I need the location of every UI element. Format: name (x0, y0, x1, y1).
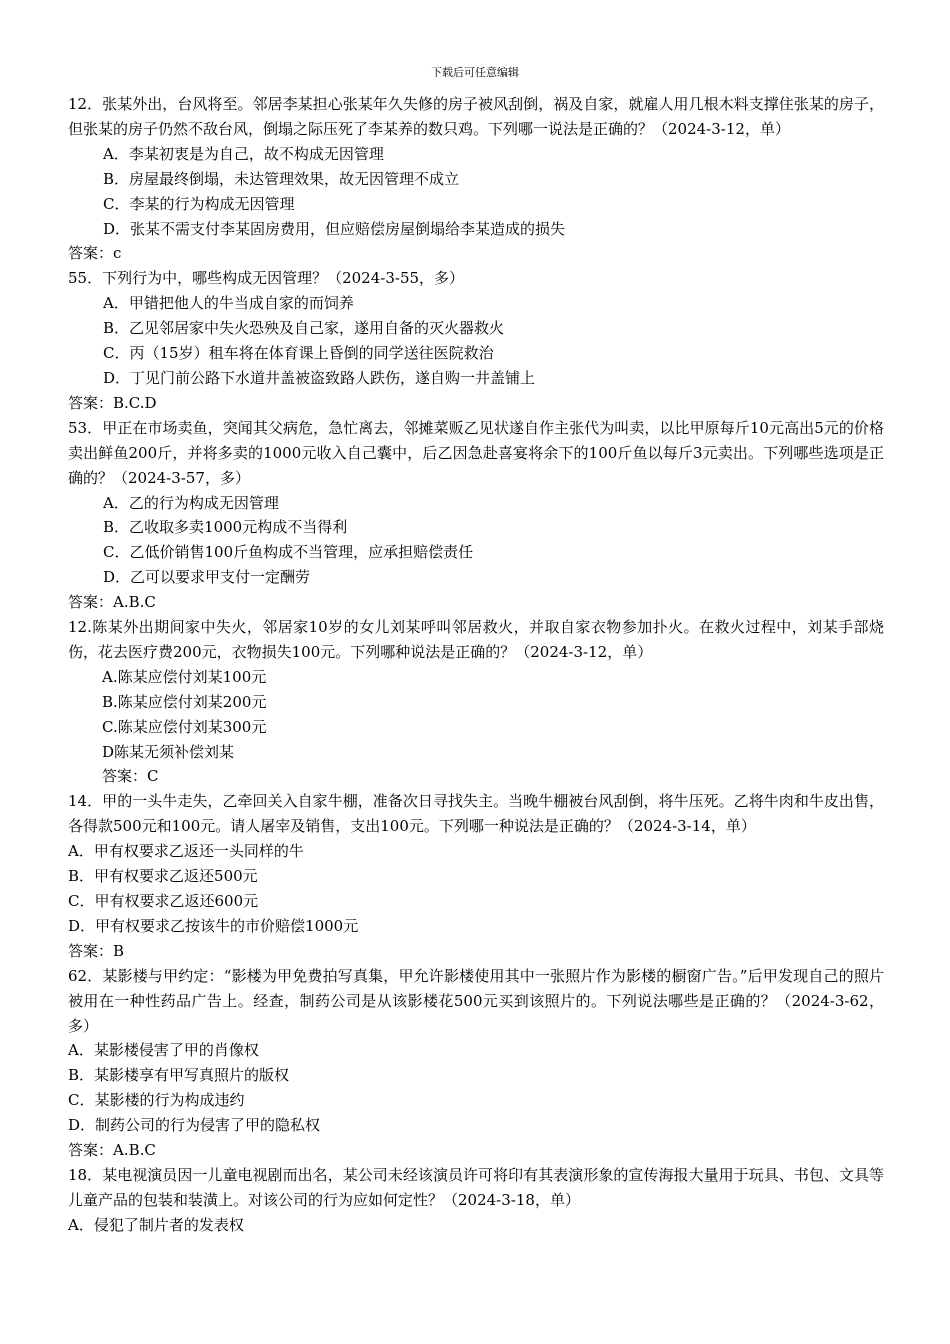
option-line: B．某影楼享有甲写真照片的版权 (68, 1066, 290, 1085)
option-line: D．丁见门前公路下水道井盖被盗致路人跌伤，遂自购一井盖铺上 (103, 368, 536, 387)
option-line: B．乙收取多卖1000元构成不当得利 (103, 518, 348, 537)
option-line: A.陈某应偿付刘某100元 (102, 667, 267, 686)
question-text: 12.陈某外出期间家中失火，邻居家10岁的女儿刘某呼叫邻居救火，并取自家衣物参加扑火。在救火过程中，刘某手部烧伤，花去医疗费200元，衣物损失100元。下列哪种说法是正确的？（2024-3-12，单） (68, 618, 884, 661)
option-line: A．侵犯了制片者的发表权 (68, 1215, 244, 1234)
option-line: B.陈某应偿付刘某200元 (102, 692, 267, 711)
option-line: A．乙的行为构成无因管理 (103, 493, 279, 512)
answer-line: 答案：B (68, 941, 125, 960)
question-text: 55．下列行为中，哪些构成无因管理？（2024-3-55，多） (68, 269, 465, 288)
option-line: D．甲有权要求乙按该牛的市价赔偿1000元 (68, 916, 359, 935)
option-line: A．李某初衷是为自己，故不构成无因管理 (103, 144, 384, 163)
answer-line: 答案：A.B.C (68, 593, 156, 612)
option-line: D．乙可以要求甲支付一定酬劳 (103, 568, 311, 587)
option-line: C．甲有权要求乙返还600元 (68, 892, 259, 910)
option-line: C．乙低价销售100斤鱼构成不当管理，应承担赔偿责任 (103, 543, 474, 562)
option-line: C.陈某应偿付刘某300元 (102, 717, 267, 736)
option-line: B．房屋最终倒塌，未达管理效果，故无因管理不成立 (103, 169, 460, 188)
option-line: C．某影楼的行为构成违约 (68, 1091, 245, 1110)
document-body (68, 92, 884, 1238)
answer-line: 答案：c (68, 244, 122, 263)
question-text: 18．某电视演员因一儿童电视剧而出名，某公司未经该演员许可将印有其表演形象的宣传海报大量用于玩具、书包、文具等儿童产品的包装和装潢上。对该公司的行为应如何定性？（2024-3-18，单） (68, 1165, 884, 1209)
option-line: C．李某的行为构成无因管理 (103, 194, 295, 213)
option-line: A．某影楼侵害了甲的肖像权 (68, 1041, 259, 1060)
option-line: B．甲有权要求乙返还500元 (68, 867, 258, 886)
option-line: D．制药公司的行为侵害了甲的隐私权 (68, 1116, 321, 1135)
answer-line: 答案：A.B.C (68, 1141, 156, 1160)
option-line: B．乙见邻居家中失火恐殃及自己家，遂用自备的灭火器救火 (103, 319, 505, 338)
question-text: 14．甲的一头牛走失，乙牵回关入自家牛棚，准备次日寻找失主。当晚牛棚被台风刮倒，将牛压死。乙将牛肉和牛皮出售，各得款500元和100元。请人屠宰及销售，支出100元。下列哪一种说法是正确的？（2024-3-14，单） (68, 792, 884, 836)
option-line: D．张某不需支付李某固房费用，但应赔偿房屋倒塌给李某造成的损失 (103, 219, 566, 238)
question-text: 12．张某外出，台风将至。邻居李某担心张某年久失修的房子被风刮倒，祸及自家，就雇人用几根木料支撑住张某的房子，但张某的房子仍然不敌台风，倒塌之际压死了李某养的数只鸡。下列哪一说法是正确的？（2024-3-12，单） (68, 95, 884, 138)
page-header: 下载后可任意编辑 (431, 66, 519, 79)
question-text: 62．某影楼与甲约定：“影楼为甲免费拍写真集，甲允许影楼使用其中一张照片作为影楼的橱窗广告。”后甲发现自己的照片被用在一种性药品广告上。经查，制药公司是从该影楼花500元买到该照片的。下列说法哪些是正确的？（2024-3-62，多） (68, 966, 884, 1035)
option-line: D陈某无须补偿刘某 (102, 742, 235, 761)
option-line: A．甲有权要求乙返还一头同样的牛 (68, 842, 304, 861)
answer-line: 答案：C (102, 767, 159, 786)
question-text: 53．甲正在市场卖鱼，突闻其父病危，急忙离去，邻摊菜贩乙见状遂自作主张代为叫卖，以比甲原每斤10元高出5元的价格卖出鲜鱼200斤，并将多卖的1000元收入自己囊中，后乙因急赴喜宴将余下的100斤鱼以每斤3元卖出。下列哪些选项是正确的？（2024-3-57，多） (68, 418, 884, 487)
option-line: C．丙（15岁）租车将在体育课上昏倒的同学送往医院救治 (103, 344, 494, 363)
option-line: A．甲错把他人的牛当成自家的而饲养 (103, 294, 354, 313)
answer-line: 答案：B.C.D (68, 393, 157, 412)
